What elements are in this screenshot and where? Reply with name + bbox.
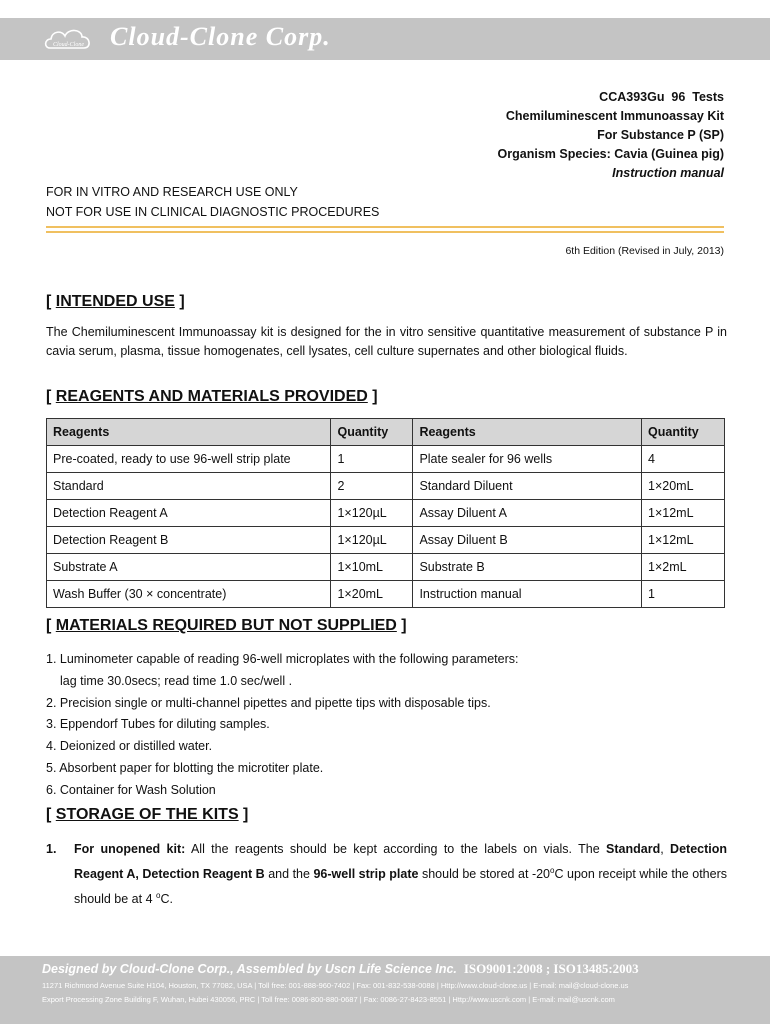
footer-banner bbox=[0, 956, 770, 1024]
list-item: 5. Absorbent paper for blotting the microtiter plate. bbox=[46, 760, 324, 775]
table-cell: 1 bbox=[642, 581, 725, 608]
table-header-row bbox=[47, 419, 725, 446]
list-item: 2. Precision single or multi-channel pipettes and pipette tips with disposable tips. bbox=[46, 695, 491, 710]
table-cell: 1×20mL bbox=[642, 473, 725, 500]
list-item: 1. Luminometer capable of reading 96-well microplates with the following parameters: bbox=[46, 652, 519, 666]
table-row bbox=[47, 554, 725, 581]
table-cell: Substrate A bbox=[47, 554, 331, 581]
header-reagents-2: Reagents bbox=[413, 419, 642, 446]
table-cell: 1×2mL bbox=[642, 554, 725, 581]
table-cell: 1×120µL bbox=[331, 527, 413, 554]
footer-china-address: Export Processing Zone Building F, Wuhan, Hubei 430056, PRC | Toll free: 0086-800-880-0687 | Fax: 0086-27-8423-8551 | Http://www.uscnk.com | E-mail: mail@uscnk.com bbox=[42, 995, 615, 1004]
footer-credits: Designed by Cloud-Clone Corp., Assembled by Uscn Life Science Inc. ISO9001:2008 ; ISO13485:2003 bbox=[42, 961, 639, 976]
kit-target: For Substance P (SP) bbox=[597, 128, 724, 142]
storage-item-text: For unopened kit: All the reagents should be kept according to the labels on vials. The Standard, Detection Reagent A, Detection Reagent B and the 96-well strip plate should be stored at -20$^o$C upon receipt while the others should be at 4 $^o$C. bbox=[74, 842, 727, 907]
table-cell: Detection Reagent B bbox=[47, 527, 331, 554]
storage-item bbox=[46, 838, 727, 910]
table-cell: 1×10mL bbox=[331, 554, 413, 581]
use-notice bbox=[46, 182, 379, 222]
table-cell: Wash Buffer (30 × concentrate) bbox=[47, 581, 331, 608]
table-cell: Standard bbox=[47, 473, 331, 500]
manual-label: Instruction manual bbox=[612, 166, 724, 180]
intended-use-text: The Chemiluminescent Immunoassay kit is designed for the in vitro sensitive quantitative measurement of substance P in cavia serum, plasma, tissue homogenates, cell lysates, cell culture supernates and other biological fluids. bbox=[46, 325, 727, 358]
table-row bbox=[47, 473, 725, 500]
section-title-reagents: [ REAGENTS AND MATERIALS PROVIDED ] bbox=[46, 388, 378, 405]
table-cell: 1×20mL bbox=[331, 581, 413, 608]
table-row bbox=[47, 446, 725, 473]
table-row bbox=[47, 581, 725, 608]
header-reagents-1: Reagents bbox=[47, 419, 331, 446]
section-title-intended-use: [ INTENDED USE ] bbox=[46, 293, 185, 310]
table-cell: 1×12mL bbox=[642, 500, 725, 527]
table-row bbox=[47, 527, 725, 554]
list-item: lag time 30.0secs; read time 1.0 sec/well . bbox=[60, 673, 293, 688]
cloud-logo-icon bbox=[42, 24, 102, 54]
header-quantity-2: Quantity bbox=[642, 419, 725, 446]
section-title-storage: [ STORAGE OF THE KITS ] bbox=[46, 806, 249, 823]
table-cell: Assay Diluent B bbox=[413, 527, 642, 554]
document-meta bbox=[498, 88, 724, 183]
organism-species: Organism Species: Cavia (Guinea pig) bbox=[497, 147, 724, 161]
header-banner bbox=[0, 18, 770, 60]
diagnostic-use-line: NOT FOR USE IN CLINICAL DIAGNOSTIC PROCEDURES bbox=[46, 205, 380, 219]
footer-us-address: 11271 Richmond Avenue Suite H104, Houston, TX 77082, USA | Toll free: 001-888-960-7402 | Fax: 001-832-538-0088 | Http://www.cloud-clone.us | E-mail: mail@cloud-clone.us bbox=[42, 981, 629, 990]
table-cell: Standard Diluent bbox=[413, 473, 642, 500]
table-row bbox=[47, 500, 725, 527]
table-cell: 1×120µL bbox=[331, 500, 413, 527]
table-cell: 1 bbox=[331, 446, 413, 473]
table-cell: Plate sealer for 96 wells bbox=[413, 446, 642, 473]
divider-top bbox=[46, 226, 724, 228]
materials-required-list bbox=[46, 649, 518, 802]
kit-name: Chemiluminescent Immunoassay Kit bbox=[505, 109, 724, 123]
divider-bottom bbox=[46, 231, 724, 233]
catalog-number: CCA393Gu 96 Tests bbox=[599, 90, 724, 104]
footer-iso: ISO9001:2008 ; ISO13485:2003 bbox=[463, 961, 639, 976]
table-cell: Instruction manual bbox=[413, 581, 642, 608]
list-item: 4. Deionized or distilled water. bbox=[46, 739, 213, 754]
reagents-table bbox=[46, 418, 725, 608]
table-cell: 4 bbox=[642, 446, 725, 473]
storage-item-number: 1. bbox=[46, 842, 57, 856]
table-cell: Detection Reagent A bbox=[47, 500, 331, 527]
table-cell: Assay Diluent A bbox=[413, 500, 642, 527]
logo-mark-text: Cloud-Clone bbox=[53, 42, 84, 48]
table-cell: 1×12mL bbox=[642, 527, 725, 554]
section-title-materials-required: [ MATERIALS REQUIRED BUT NOT SUPPLIED ] bbox=[46, 617, 407, 634]
table-cell: Pre-coated, ready to use 96-well strip plate bbox=[47, 446, 331, 473]
research-use-line: FOR IN VITRO AND RESEARCH USE ONLY bbox=[46, 185, 298, 199]
table-cell: 2 bbox=[331, 473, 413, 500]
edition-text: 6th Edition (Revised in July, 2013) bbox=[565, 245, 724, 257]
list-item: 6. Container for Wash Solution bbox=[46, 782, 216, 797]
table-cell: Substrate B bbox=[413, 554, 642, 581]
list-item: 3. Eppendorf Tubes for diluting samples. bbox=[46, 717, 270, 732]
header-quantity-1: Quantity bbox=[331, 419, 413, 446]
company-name: Cloud-Clone Corp. bbox=[110, 22, 331, 51]
